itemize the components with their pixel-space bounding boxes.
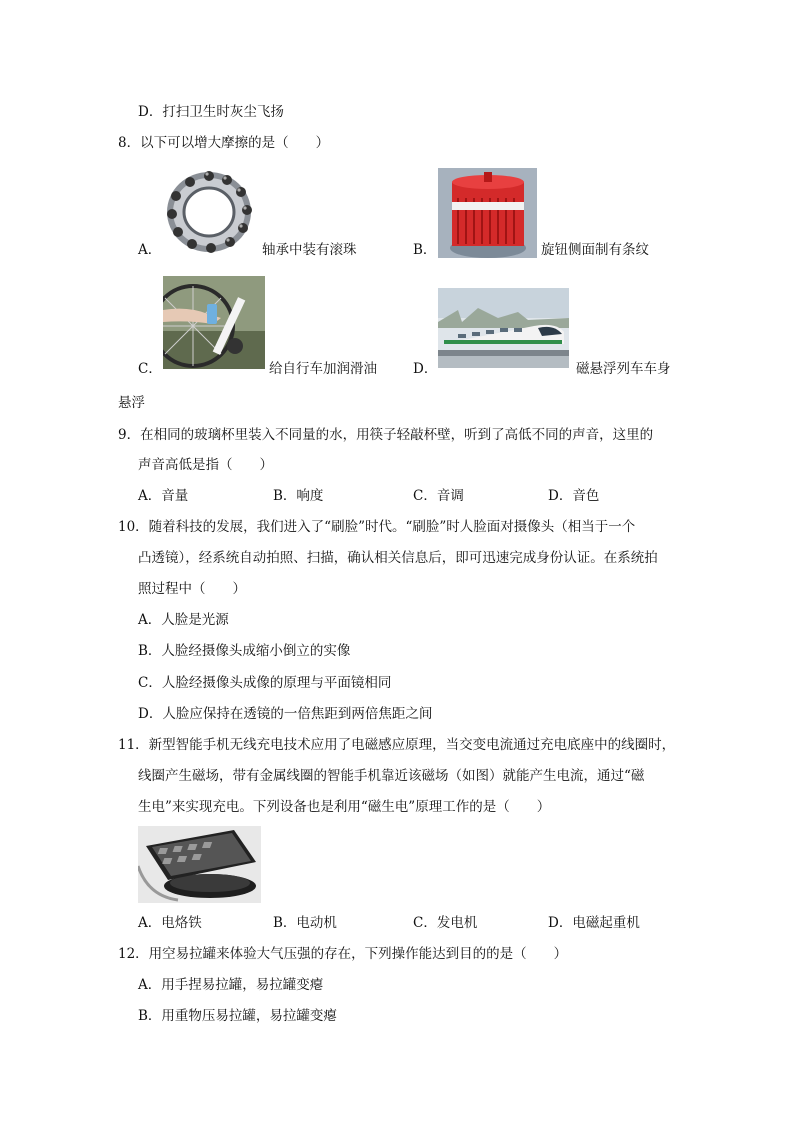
q8-option-a-text: 轴承中装有滚珠 bbox=[262, 242, 357, 258]
q9-stem-line1: 9．在相同的玻璃杯里装入不同量的水，用筷子轻敲杯壁，听到了高低不同的声音，这里的 bbox=[118, 427, 654, 443]
q11-stem-line2: 线圈产生磁场，带有金属线圈的智能手机靠近该磁场（如图）就能产生电流，通过“磁 bbox=[138, 768, 645, 784]
q11-option-c: C．发电机 bbox=[413, 915, 478, 931]
bicycle-oiling-image bbox=[163, 276, 265, 369]
q9-option-d: D．音色 bbox=[548, 488, 600, 504]
q8-option-a-letter: A． bbox=[138, 242, 162, 258]
q9-option-c: C．音调 bbox=[413, 488, 464, 504]
ball-bearing-image bbox=[163, 167, 255, 257]
q7-option-d: D．打扫卫生时灰尘飞扬 bbox=[138, 104, 284, 120]
q8-stem: 8．以下可以增大摩擦的是（ ） bbox=[118, 135, 330, 151]
q10-stem-line3: 照过程中（ ） bbox=[138, 581, 246, 597]
wireless-charger-image bbox=[138, 826, 261, 903]
q11-option-a: A．电烙铁 bbox=[138, 915, 202, 931]
q12-option-a: A．用手捏易拉罐，易拉罐变瘪 bbox=[138, 977, 324, 993]
q12-option-b: B．用重物压易拉罐，易拉罐变瘪 bbox=[138, 1008, 337, 1024]
q8-option-b-letter: B． bbox=[413, 242, 437, 258]
q8-option-d-continuation: 悬浮 bbox=[118, 395, 145, 411]
q8-option-d-text: 磁悬浮列车车身 bbox=[576, 361, 671, 377]
q8-option-b-text: 旋钮侧面制有条纹 bbox=[541, 242, 649, 258]
q10-option-d: D．人脸应保持在透镜的一倍焦距到两倍焦距之间 bbox=[138, 706, 433, 722]
q11-stem-line3: 生电”来实现充电。下列设备也是利用“磁生电”原理工作的是（ ） bbox=[138, 799, 551, 815]
maglev-train-image bbox=[438, 288, 569, 368]
q11-stem-line1: 11．新型智能手机无线充电技术应用了电磁感应原理，当交变电流通过充电底座中的线圈时， bbox=[118, 737, 676, 753]
q10-option-c: C．人脸经摄像头成像的原理与平面镜相同 bbox=[138, 675, 392, 691]
red-knob-image bbox=[438, 168, 537, 258]
q8-option-c-text: 给自行车加润滑油 bbox=[269, 361, 377, 377]
q11-option-d: D．电磁起重机 bbox=[548, 915, 640, 931]
q8-option-d-letter: D． bbox=[413, 361, 438, 377]
q11-option-b: B．电动机 bbox=[273, 915, 337, 931]
q9-stem-line2: 声音高低是指（ ） bbox=[138, 457, 273, 473]
q12-stem: 12．用空易拉罐来体验大气压强的存在，下列操作能达到目的的是（ ） bbox=[118, 946, 568, 962]
q10-stem-line2: 凸透镜），经系统自动拍照、扫描，确认相关信息后，即可迅速完成身份认证。在系统拍 bbox=[138, 550, 658, 566]
q8-option-c-letter: C． bbox=[138, 361, 162, 377]
q10-option-a: A．人脸是光源 bbox=[138, 612, 229, 628]
q10-stem-line1: 10．随着科技的发展，我们进入了“刷脸”时代。“刷脸”时人脸面对摄像头（相当于一个 bbox=[118, 519, 636, 535]
q10-option-b: B．人脸经摄像头成缩小倒立的实像 bbox=[138, 643, 351, 659]
q9-option-b: B．响度 bbox=[273, 488, 324, 504]
q9-option-a: A．音量 bbox=[138, 488, 189, 504]
